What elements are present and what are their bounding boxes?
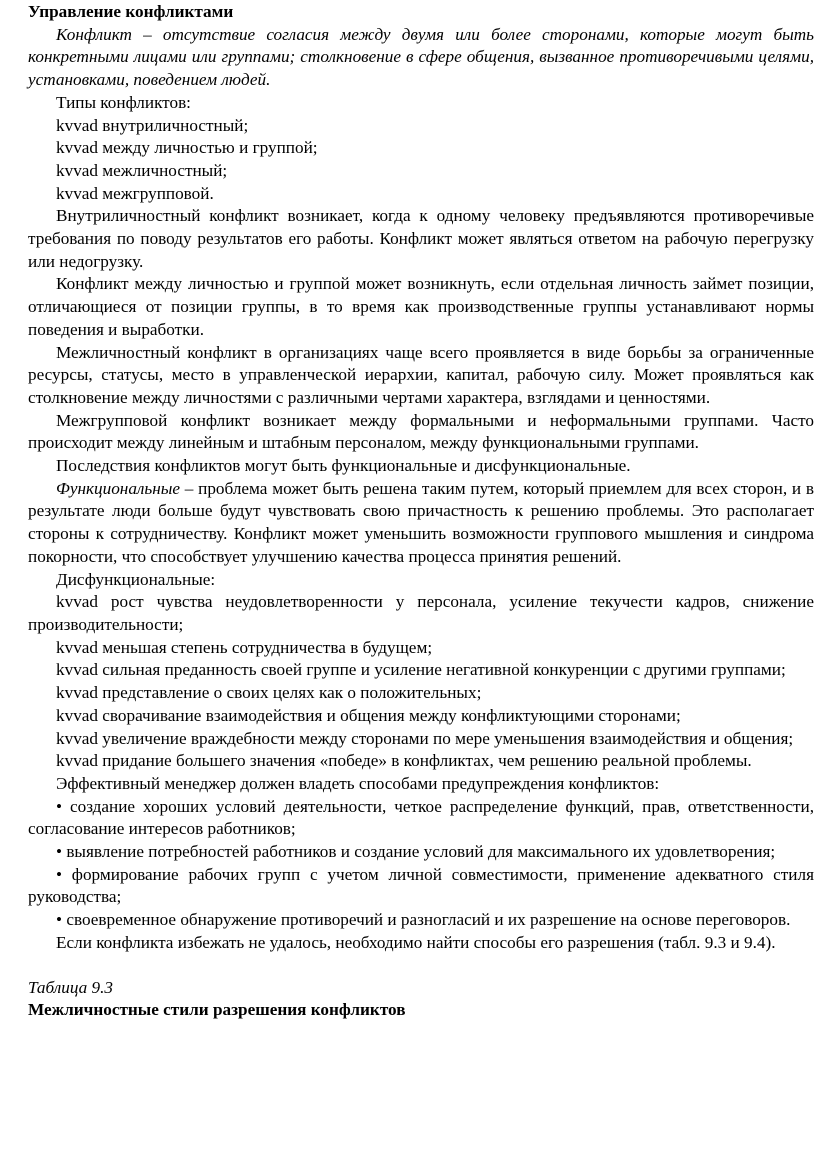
conflict-definition: Конфликт – отсутствие согласия между двумя или более сторонами, которые могут быть конкретными лицами или группами; столкновение в сфере общения, вызванное противоречивыми целями, установками, поведением людей. <box>28 24 814 90</box>
dysfunctional-item: kvvad сворачивание взаимодействия и общения между конфликтующими сторонами; <box>56 705 681 725</box>
dysfunctional-item: kvvad сильная преданность своей группе и усиление негативной конкуренции с другими группами; <box>56 660 786 680</box>
paragraph-functional <box>28 478 814 569</box>
paragraph-resolution: Если конфликта избежать не удалось, необходимо найти способы его разрешения (табл. 9.3 и 9.4). <box>56 932 776 952</box>
paragraph-intergroup: Межгрупповой конфликт возникает между формальными и неформальными группами. Часто происходит между линейным и штабным персоналом, между функциональными группами. <box>28 410 814 453</box>
dysfunctional-item: kvvad придание большего значения «победе» в конфликтах, чем решению реальной проблемы. <box>56 751 752 771</box>
dysfunctional-item: kvvad меньшая степень сотрудничества в будущем; <box>56 637 433 657</box>
paragraph-consequences: Последствия конфликтов могут быть функциональные и дисфункциональные. <box>56 456 631 476</box>
prevention-item: • своевременное обнаружение противоречий и разногласий и их разрешение на основе переговоров. <box>56 910 791 930</box>
types-intro: Типы конфликтов: <box>56 92 191 112</box>
type-item: kvvad между личностью и группой; <box>56 138 318 158</box>
table-title: Межличностные стили разрешения конфликтов <box>28 1000 406 1020</box>
paragraph-interpersonal: Межличностный конфликт в организациях чаще всего проявляется в виде борьбы за ограниченные ресурсы, статусы, место в управленческой иерархии, капитал, рабочую силу. Может проявляться как столкновение между личностями с различными чертами характера, взглядами и ценностями. <box>28 342 814 407</box>
paragraph-person-group: Конфликт между личностью и группой может возникнуть, если отдельная личность займет позиции, отличающиеся от позиции группы, в то время как производственные группы устанавливают нормы поведения и выработки. <box>28 274 814 339</box>
dysfunctional-item: kvvad представление о своих целях как о положительных; <box>56 683 482 703</box>
paragraph-intrapersonal: Внутриличностный конфликт возникает, когда к одному человеку предъявляются противоречивые требования по поводу результатов его работы. Конфликт может являться ответом на рабочую перегрузку или недогрузку. <box>28 206 814 271</box>
type-item: kvvad межличностный; <box>56 160 228 180</box>
functional-term: Функциональные <box>56 478 181 498</box>
document-heading: Управление конфликтами <box>28 2 234 21</box>
type-item: kvvad внутриличностный; <box>56 115 249 135</box>
prevention-item: • создание хороших условий деятельности, четкое распределение функций, прав, ответственности, согласование интересов работников; <box>28 796 814 839</box>
blank-line <box>28 955 814 977</box>
dysfunctional-item: kvvad рост чувства неудовлетворенности у персонала, усиление текучести кадров, снижение производительности; <box>28 592 814 634</box>
table-label: Таблица 9.3 <box>28 977 114 997</box>
type-item: kvvad межгрупповой. <box>56 183 214 203</box>
prevention-intro: Эффективный менеджер должен владеть способами предупреждения конфликтов: <box>56 773 660 793</box>
dysfunctional-item: kvvad увеличение враждебности между сторонами по мере уменьшения взаимодействия и общения; <box>56 728 794 748</box>
prevention-item: • выявление потребностей работников и создание условий для максимального их удовлетворения; <box>56 842 776 862</box>
dysfunctional-intro: Дисфункциональные: <box>56 569 216 589</box>
prevention-item: • формирование рабочих групп с учетом личной совместимости, применение адекватного стиля руководства; <box>28 864 814 907</box>
functional-text: – проблема может быть решена таким путем, который приемлем для всех сторон, и в результате люди больше будут чувствовать свою причастность к решению проблемы. Это располагает стороны к сотрудничеству. Конфликт может уменьшить возможности группового мышления и синдрома покорности, что способствует улучшению качества процесса принятия решений. <box>28 478 814 566</box>
